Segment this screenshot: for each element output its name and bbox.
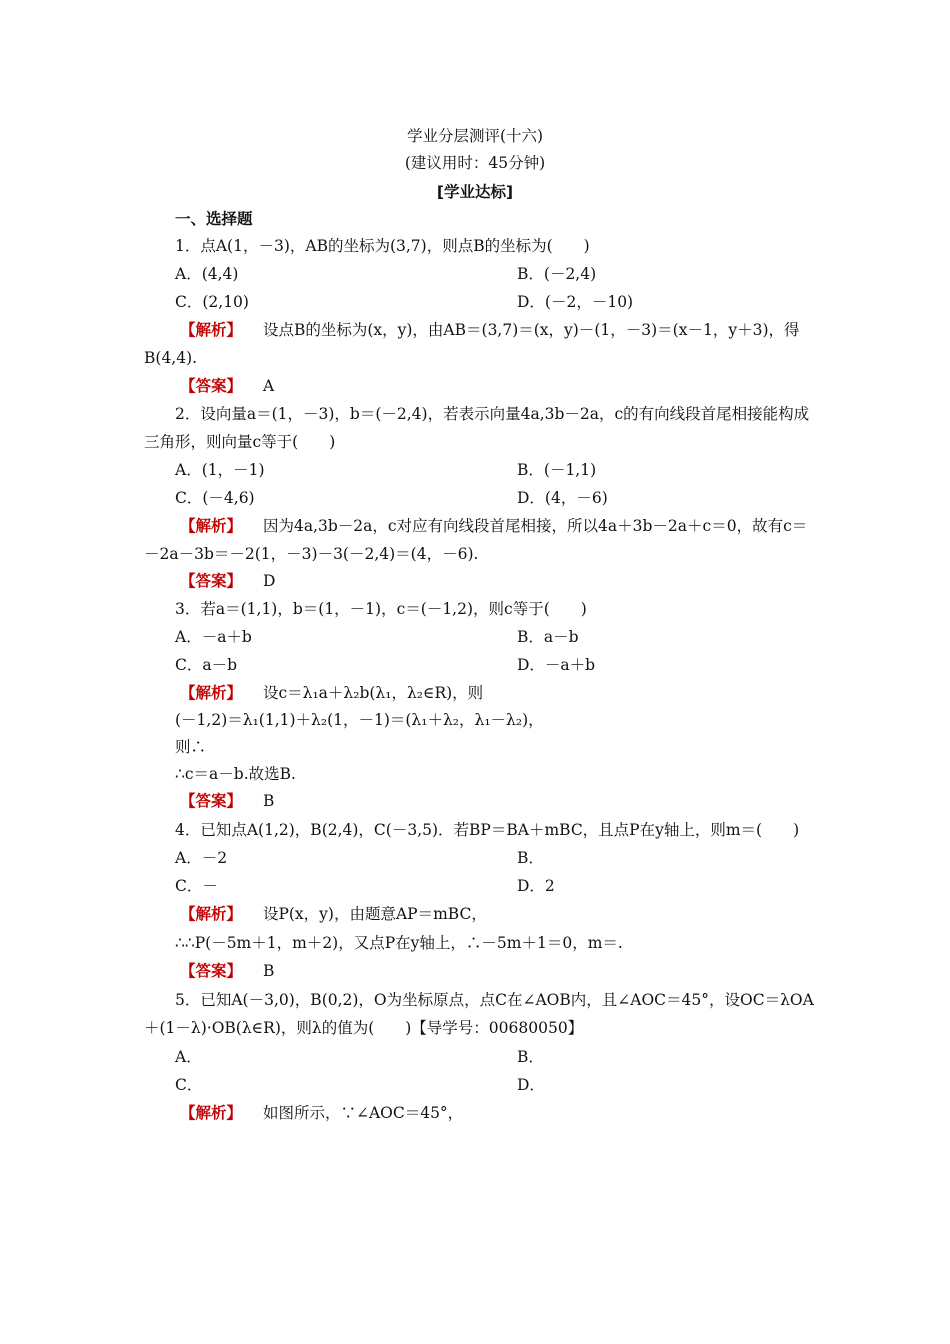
analysis-tag: 【解析】 — [180, 905, 243, 923]
answer-tag: 【答案】 — [180, 572, 243, 590]
q3-answer-value: B — [262, 792, 275, 810]
q2-analysis-line2: －2a－3b＝－2(1，－3)－3(－2,4)＝(4，－6). — [144, 545, 479, 563]
q4-option-d: D．2 — [517, 877, 555, 895]
part-heading: 一、选择题 — [175, 210, 253, 228]
q1-analysis-line1 — [180, 320, 800, 340]
q3-stem: 3．若a＝(1,1)，b＝(1，－1)，c＝(－1,2)，则c等于( ) — [175, 600, 587, 618]
q2-option-d: D．(4，－6) — [517, 489, 608, 507]
q1-option-d: D．(－2，－10) — [517, 293, 634, 311]
q5-stem-line1: 5．已知A(－3,0)，B(0,2)，O为坐标原点，点C在∠AOB内，且∠AOC＝45°，设OC＝λOA — [175, 991, 814, 1009]
answer-tag: 【答案】 — [180, 962, 243, 980]
q5-option-a: A． — [175, 1048, 202, 1066]
q3-analysis-line3: 则∴ — [175, 738, 207, 756]
q5-option-c: C． — [175, 1076, 203, 1094]
q4-answer — [180, 961, 274, 981]
q3-answer — [180, 791, 274, 811]
q5-analysis-line1 — [180, 1103, 463, 1123]
section-heading: [学业达标] — [436, 183, 514, 201]
answer-tag: 【答案】 — [180, 377, 243, 395]
q4-answer-value: B — [262, 962, 275, 980]
q4-analysis-line2: ∴∴P(－5m＋1，m＋2)，又点P在y轴上，∴－5m＋1＝0，m＝. — [175, 934, 623, 952]
q3-analysis-line1 — [180, 683, 483, 703]
q2-option-b: B．(－1,1) — [517, 461, 597, 479]
page-title: 学业分层测评(十六) — [406, 127, 544, 145]
q3-analysis-line2: (－1,2)＝λ₁(1,1)＋λ₂(1，－1)＝(λ₁＋λ₂，λ₁－λ₂)， — [175, 711, 544, 729]
q2-answer-value: D — [262, 572, 276, 590]
analysis-tag: 【解析】 — [180, 1104, 243, 1122]
q3-option-b: B．a－b — [517, 628, 579, 646]
q2-stem-line1: 2．设向量a＝(1，－3)，b＝(－2,4)，若表示向量4a,3b－2a，c的有向线段首尾相接能构成 — [175, 405, 810, 423]
q3-option-d: D．－a＋b — [517, 656, 596, 674]
q2-analysis-text: 因为4a,3b－2a，c对应有向线段首尾相接，所以4a＋3b－2a＋c＝0，故有c＝ — [262, 517, 808, 535]
q3-analysis-line4: ∴c＝a－b.故选B. — [175, 765, 296, 783]
analysis-tag: 【解析】 — [180, 517, 243, 535]
q1-analysis-line2: B(4,4). — [144, 349, 198, 367]
q4-option-c: C．－ — [175, 877, 218, 895]
q2-option-c: C．(－4,6) — [175, 489, 255, 507]
q3-analysis-text: 设c＝λ₁a＋λ₂b(λ₁，λ₂∈R)，则 — [262, 684, 484, 702]
q2-option-a: A．(1，－1) — [175, 461, 265, 479]
q4-stem: 4．已知点A(1,2)，B(2,4)，C(－3,5)．若BP＝BA＋mBC，且点P在y轴上，则m＝( ) — [175, 821, 800, 839]
q5-option-b: B． — [517, 1048, 544, 1066]
q3-option-c: C．a－b — [175, 656, 238, 674]
answer-tag: 【答案】 — [180, 792, 243, 810]
q3-option-a: A．－a＋b — [175, 628, 252, 646]
q2-answer — [180, 571, 275, 591]
q2-analysis-line1 — [180, 516, 807, 536]
q2-stem-line2: 三角形，则向量c等于( ) — [144, 433, 336, 451]
q1-stem: 1．点A(1，－3)，AB的坐标为(3,7)，则点B的坐标为( ) — [175, 237, 590, 255]
analysis-tag: 【解析】 — [180, 684, 243, 702]
q5-option-d: D． — [517, 1076, 545, 1094]
q4-option-b: B． — [517, 849, 544, 867]
q1-option-c: C．(2,10) — [175, 293, 249, 311]
q1-option-b: B．(－2,4) — [517, 265, 597, 283]
q5-analysis-text: 如图所示，∵∠AOC＝45°， — [262, 1104, 464, 1122]
q1-option-a: A．(4,4) — [175, 265, 239, 283]
page-subtitle: (建议用时：45分钟) — [404, 154, 546, 172]
q1-analysis-text: 设点B的坐标为(x，y)，由AB＝(3,7)＝(x，y)－(1，－3)＝(x－1，y＋3)，得 — [262, 321, 800, 339]
q4-option-a: A．－2 — [175, 849, 228, 867]
q4-analysis-text: 设P(x，y)，由题意AP＝mBC， — [262, 905, 487, 923]
q5-stem-line2: ＋(1－λ)·OB(λ∈R)，则λ的值为( )【导学号：00680050】 — [144, 1019, 584, 1037]
q1-answer-value: A — [262, 377, 275, 395]
q4-analysis-line1 — [180, 904, 487, 924]
q1-answer — [180, 376, 274, 396]
analysis-tag: 【解析】 — [180, 321, 243, 339]
